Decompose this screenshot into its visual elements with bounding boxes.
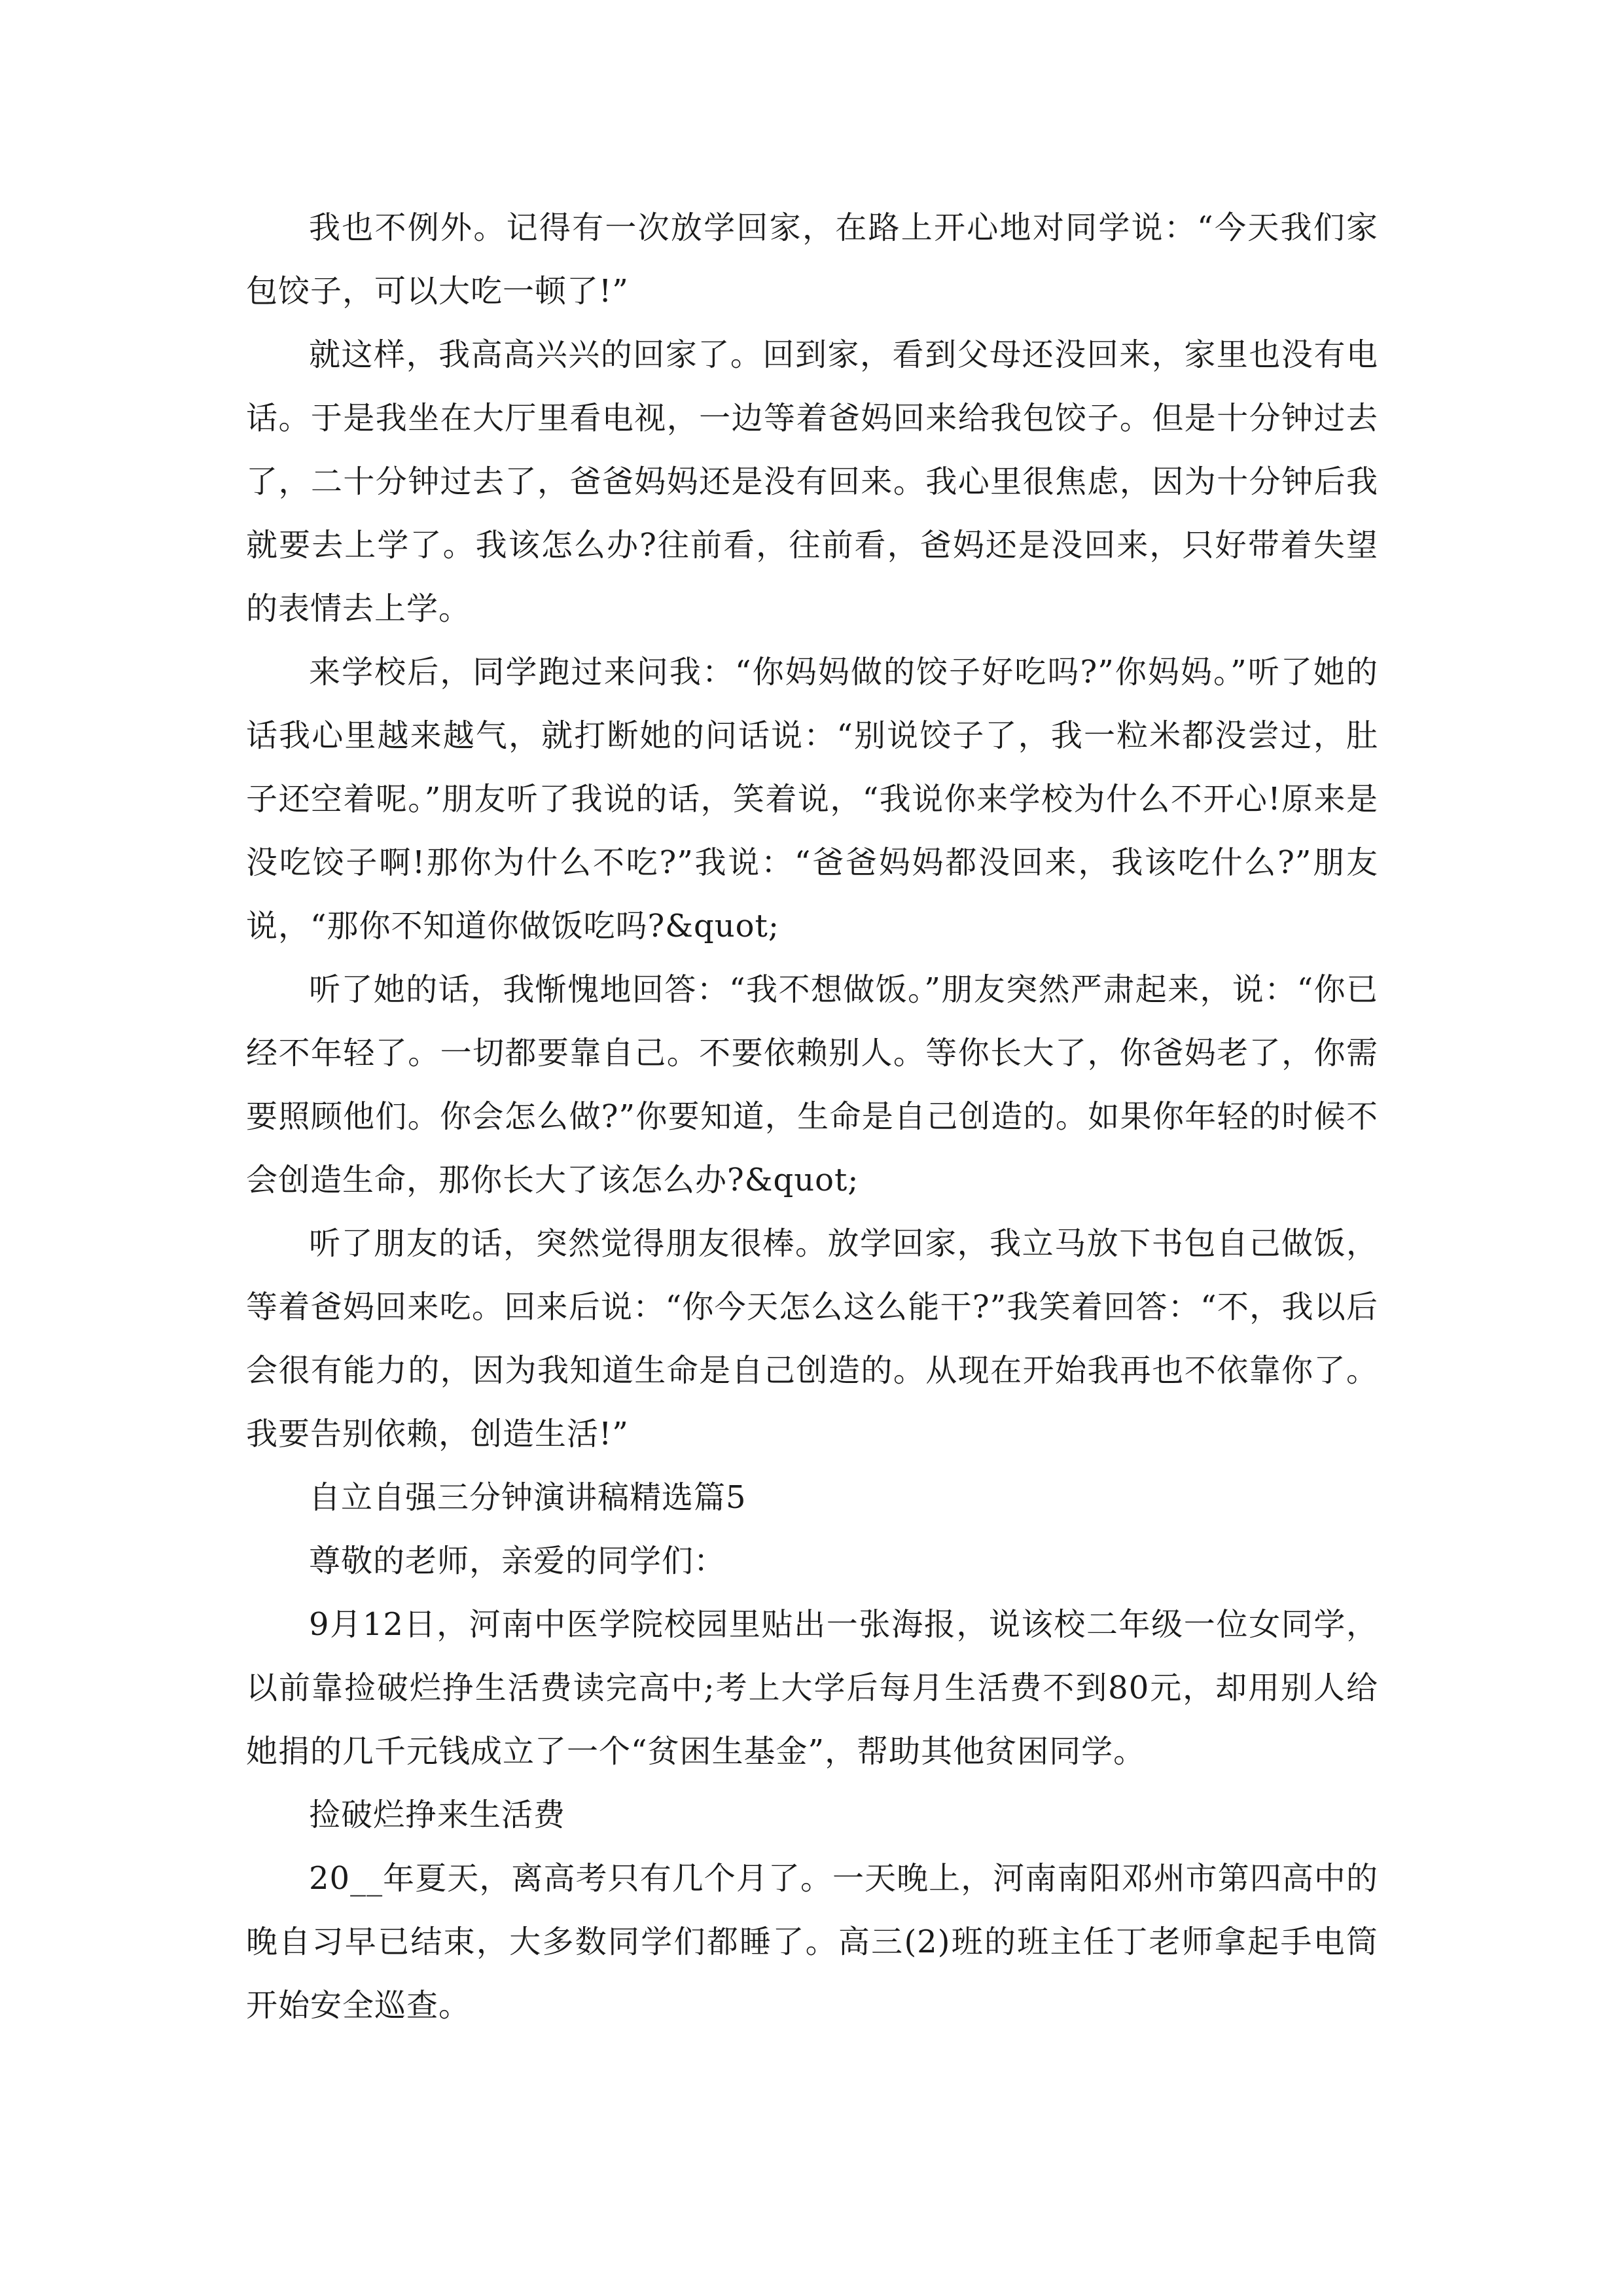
paragraph: 20__年夏天，离高考只有几个月了。一天晚上，河南南阳邓州市第四高中的晚自习早已结束，大多数同学们都睡了。高三(2)班的班主任丁老师拿起手电筒开始安全巡查。 [246, 1860, 1378, 2024]
paragraph: 听了她的话，我惭愧地回答：“我不想做饭。”朋友突然严肃起来，说：“你已经不年轻了。一切都要靠自己。不要依赖别人。等你长大了，你爸妈老了，你需要照顾他们。你会怎么做?”你要知道，生命是自己创造的。如果你年轻的时候不会创造生命，那你长大了该怎么办?&quot; [246, 971, 1378, 1198]
subheading: 捡破烂挣来生活费 [309, 1797, 566, 1833]
paragraph: 我也不例外。记得有一次放学回家，在路上开心地对同学说：“今天我们家包饺子，可以大吃一顿了!” [246, 209, 1378, 310]
paragraph: 听了朋友的话，突然觉得朋友很棒。放学回家，我立马放下书包自己做饭，等着爸妈回来吃。回来后说：“你今天怎么这么能干?”我笑着回答：“不，我以后会很有能力的，因为我知道生命是自己创造的。从现在开始我再也不依靠你了。我要告别依赖，创造生活!” [246, 1225, 1378, 1452]
section-title: 自立自强三分钟演讲稿精选篇5 [309, 1479, 747, 1516]
greeting: 尊敬的老师，亲爱的同学们： [309, 1543, 726, 1579]
document-page [246, 196, 1378, 2037]
paragraph: 9月12日，河南中医学院校园里贴出一张海报，说该校二年级一位女同学，以前靠捡破烂挣生活费读完高中;考上大学后每月生活费不到80元，却用别人给她捐的几千元钱成立了一个“贫困生基金”，帮助其他贫困同学。 [246, 1606, 1378, 1770]
paragraph: 就这样，我高高兴兴的回家了。回到家，看到父母还没回来，家里也没有电话。于是我坐在大厅里看电视，一边等着爸妈回来给我包饺子。但是十分钟过去了，二十分钟过去了，爸爸妈妈还是没有回来。我心里很焦虑，因为十分钟后我就要去上学了。我该怎么办?往前看，往前看，爸妈还是没回来，只好带着失望的表情去上学。 [246, 336, 1378, 627]
paragraph: 来学校后，同学跑过来问我：“你妈妈做的饺子好吃吗?”你妈妈。”听了她的话我心里越来越气，就打断她的问话说：“别说饺子了，我一粒米都没尝过，肚子还空着呢。”朋友听了我说的话，笑着说，“我说你来学校为什么不开心!原来是没吃饺子啊!那你为什么不吃?”我说：“爸爸妈妈都没回来，我该吃什么?”朋友说，“那你不知道你做饭吃吗?&quot; [246, 654, 1378, 944]
